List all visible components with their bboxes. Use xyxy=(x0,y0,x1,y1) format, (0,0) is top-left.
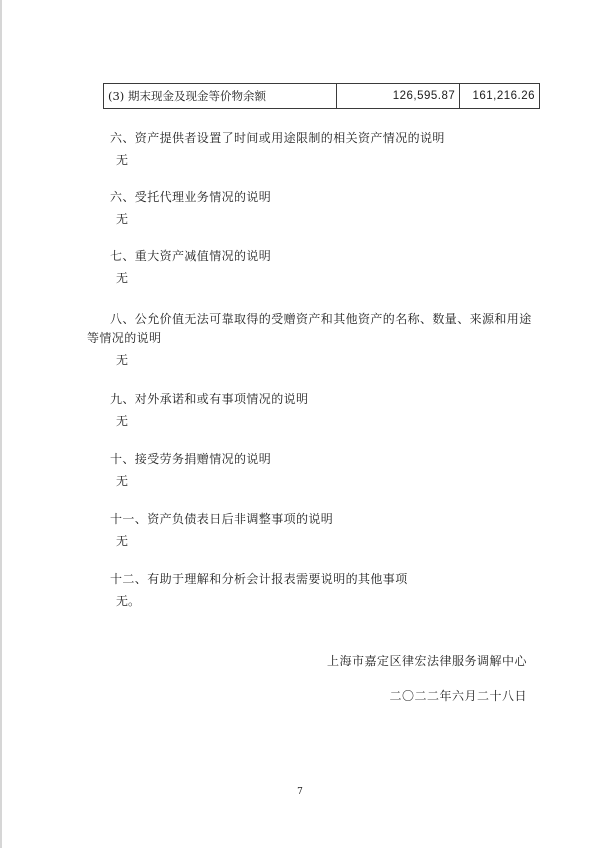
section-body: 无 xyxy=(116,271,129,285)
signature-block xyxy=(327,652,527,706)
current-amount: 126,595.87 xyxy=(337,84,460,109)
cash-balance-table xyxy=(103,83,540,109)
section-agency-business xyxy=(110,188,540,229)
section-restricted-assets xyxy=(110,129,540,170)
section-body: 无 xyxy=(116,534,129,548)
section-body: 无 xyxy=(116,474,129,488)
section-heading-line1: 八、公允价值无法可靠取得的受赠资产和其他资产的名称、数量、来源和用途 xyxy=(110,312,532,326)
table-row xyxy=(104,84,540,109)
section-other-matters xyxy=(110,570,540,611)
section-body: 无。 xyxy=(116,594,141,608)
page-number: 7 xyxy=(297,787,303,797)
organization-name: 上海市嘉定区律宏法律服务调解中心 xyxy=(326,654,527,668)
section-labor-donations xyxy=(110,450,540,491)
section-heading: 十二、有助于理解和分析会计报表需要说明的其他事项 xyxy=(110,572,408,586)
section-heading: 十、接受劳务捐赠情况的说明 xyxy=(110,452,272,466)
section-heading: 七、重大资产减值情况的说明 xyxy=(110,249,272,263)
section-subsequent-events xyxy=(110,510,540,551)
section-body: 无 xyxy=(116,353,129,367)
previous-amount: 161,216.26 xyxy=(460,84,540,109)
row-label: (3) 期末现金及现金等价物余额 xyxy=(104,84,337,109)
section-asset-impairment xyxy=(110,247,540,288)
section-body: 无 xyxy=(116,153,129,167)
signature-date: 二〇二二年六月二十八日 xyxy=(389,689,527,703)
section-heading: 六、资产提供者设置了时间或用途限制的相关资产情况的说明 xyxy=(110,131,445,145)
section-heading: 六、受托代理业务情况的说明 xyxy=(110,190,272,204)
section-body: 无 xyxy=(116,414,129,428)
section-heading-line2: 等情况的说明 xyxy=(87,331,162,345)
section-heading: 十一、资产负债表日后非调整事项的说明 xyxy=(110,512,334,526)
section-donated-assets xyxy=(87,310,540,370)
section-heading: 九、对外承诺和或有事项情况的说明 xyxy=(110,392,309,406)
page-edge xyxy=(0,0,2,848)
section-body: 无 xyxy=(116,212,129,226)
section-commitments xyxy=(110,390,540,431)
